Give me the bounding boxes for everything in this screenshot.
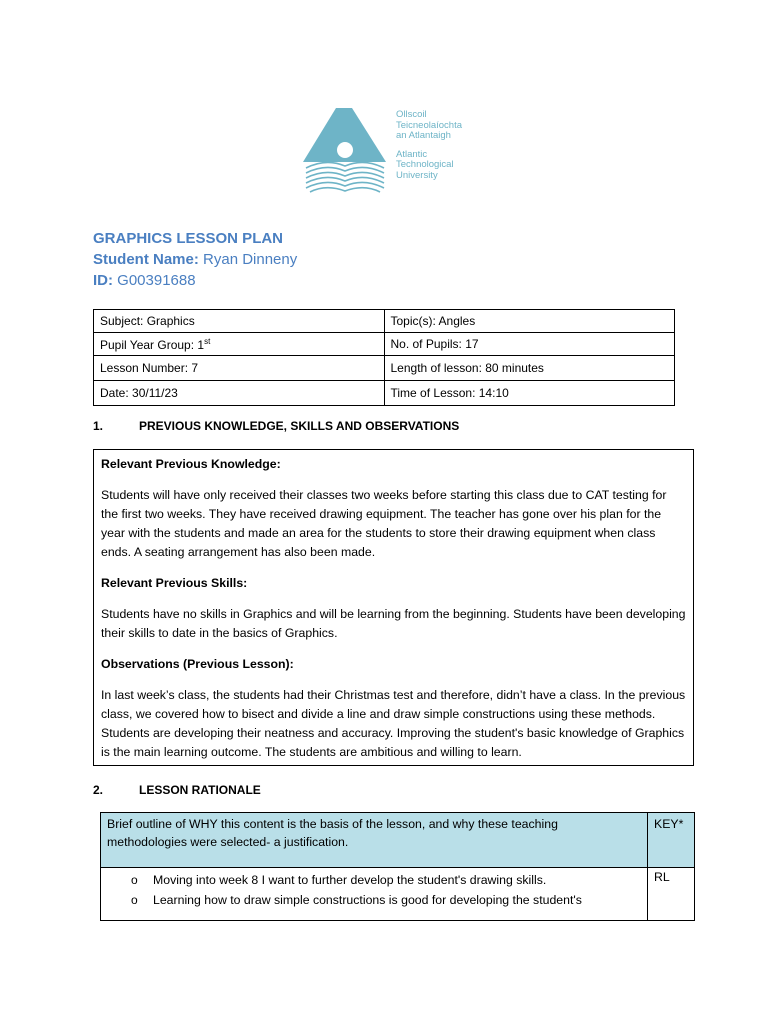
observations-text: In last week’s class, the students had their Christmas test and therefore, didn’t have a class. In the previous class, we covered how to bisect and divide a line and draw simple constructions using these methods. Students are developing their neatness and accuracy. Improving the student's basic knowledge of Graphics is the main learning outcome. The students are ambitious and willing to learn.: [101, 688, 686, 759]
logo-wordmark: [396, 110, 462, 181]
table-row: [101, 813, 695, 868]
table-cell: Lesson Number: 7: [94, 356, 385, 381]
rationale-list: [107, 870, 641, 910]
skills-text: Students have no skills in Graphics and will be learning from the beginning. Students have been developing their skills to date in the basics of Graphics.: [101, 607, 686, 640]
section-heading-previous-knowledge: 1. PREVIOUS KNOWLEDGE, SKILLS AND OBSERVATIONS: [93, 419, 460, 433]
knowledge-label: Relevant Previous Knowledge:: [101, 457, 281, 471]
page-title: GRAPHICS LESSON PLAN: [93, 230, 284, 247]
table-row: [94, 333, 675, 356]
section-heading-lesson-rationale: 2. LESSON RATIONALE: [93, 783, 261, 797]
table-cell: Pupil Year Group: 1st: [94, 333, 385, 356]
table-row: [94, 310, 675, 333]
table-cell: Time of Lesson: 14:10: [384, 381, 675, 406]
lesson-info-table: [93, 309, 675, 406]
key-value-cell: RL: [648, 868, 695, 921]
table-cell: Subject: Graphics: [94, 310, 385, 333]
logo-line: Technological: [396, 159, 454, 170]
table-row: [94, 381, 675, 406]
document-header: [93, 228, 297, 291]
rationale-body-cell: [101, 868, 648, 921]
atu-logo-icon: [300, 100, 392, 200]
student-id: ID: G00391688: [93, 272, 196, 289]
lesson-rationale-table: [100, 812, 695, 921]
table-cell: Date: 30/11/23: [94, 381, 385, 406]
knowledge-text: Students will have only received their classes two weeks before starting this class due to CAT testing for the first two weeks. They have received drawing equipment. The teacher has gone over his plan for the year with the students and made an area for the students to store their drawing equipment when class ends. A seating arrangement has also been made.: [101, 488, 667, 559]
table-cell: Length of lesson: 80 minutes: [384, 356, 675, 381]
table-cell: No. of Pupils: 17: [384, 333, 675, 356]
university-logo: [300, 100, 480, 200]
table-row: [101, 868, 695, 921]
list-item: o Moving into week 8 I want to further develop the student's drawing skills.: [107, 870, 641, 890]
skills-label: Relevant Previous Skills:: [101, 576, 248, 590]
logo-line: Atlantic: [396, 148, 428, 160]
key-header-cell: KEY*: [648, 813, 695, 868]
previous-knowledge-box: [93, 449, 694, 766]
table-cell: Topic(s): Angles: [384, 310, 675, 333]
rationale-header-cell: Brief outline of WHY this content is the basis of the lesson, and why these teaching methodologies were selected- a justification.: [101, 813, 648, 868]
table-row: [94, 356, 675, 381]
observations-label: Observations (Previous Lesson):: [101, 657, 294, 671]
logo-line: Teicneolaíochta: [396, 119, 463, 131]
logo-line: an Atlantaigh: [396, 130, 451, 141]
list-item: o Learning how to draw simple constructions is good for developing the student's: [107, 890, 641, 910]
logo-line: Ollscoil: [396, 109, 427, 120]
student-name: Student Name: Ryan Dinneny: [93, 251, 298, 268]
logo-line: University: [396, 169, 438, 181]
